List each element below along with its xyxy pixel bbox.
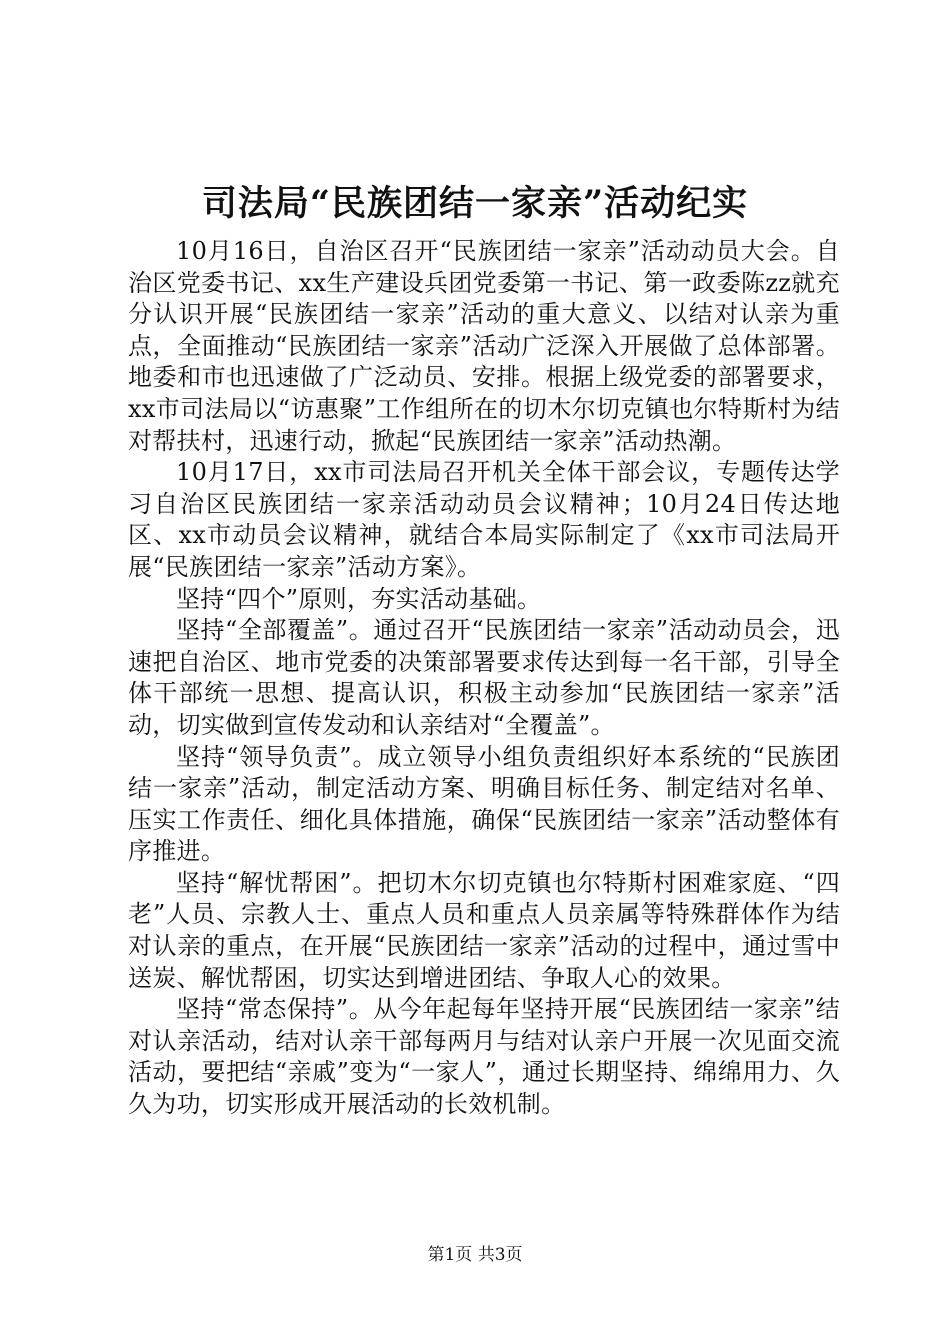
paragraph-1: 10月16日，自治区召开“民族团结一家亲”活动动员大会。自治区党委书记、xx生产建设兵团党委第一书记、第一政委陈zz就充分认识开展“民族团结一家亲”活动的重大意义、以结对认亲为重点，全面推动“民族团结一家亲”活动广泛深入开展做了总体部署。地委和市也迅速做了广泛动员、安排。根据上级党委的部署要求，xx市司法局以“访惠聚”工作组所在的切木尔切克镇也尔特斯村为结对帮扶村，迅速行动，掀起“民族团结一家亲”活动热潮。	[128, 237, 840, 455]
paragraph-7: 坚持“常态保持”。从今年起每年坚持开展“民族团结一家亲”结对认亲活动，结对认亲干部每两月与结对认亲户开展一次见面交流活动，要把结“亲戚”变为“一家人”，通过长期坚持、绵绵用力、久久为功，切实形成开展活动的长效机制。	[128, 995, 840, 1119]
page-footer: 第1页 共3页	[427, 1245, 523, 1265]
paragraph-5: 坚持“领导负责”。成立领导小组负责组织好本系统的“民族团结一家亲”活动，制定活动方案、明确目标任务、制定结对名单、压实工作责任、细化具体措施，确保“民族团结一家亲”活动整体有序推进。	[128, 742, 840, 866]
document-title: 司法局“民族团结一家亲”活动纪实	[201, 183, 749, 224]
paragraph-4: 坚持“全部覆盖”。通过召开“民族团结一家亲”活动动员会，迅速把自治区、地市党委的决策部署要求传达到每一名干部，引导全体干部统一思想、提高认识，积极主动参加“民族团结一家亲”活动，切实做到宣传发动和认亲结对“全覆盖”。	[128, 616, 840, 739]
paragraph-6: 坚持“解忧帮困”。把切木尔切克镇也尔特斯村困难家庭、“四老”人员、宗教人士、重点人员和重点人员亲属等特殊群体作为结对认亲的重点，在开展“民族团结一家亲”活动的过程中，通过雪中送炭、解忧帮困，切实达到增进团结、争取人心的效果。	[128, 868, 840, 992]
paragraph-2: 10月17日，xx市司法局召开机关全体干部会议，专题传达学习自治区民族团结一家亲活动动员会议精神；10月24日传达地区、xx市动员会议精神，就结合本局实际制定了《xx市司法局开展“民族团结一家亲”活动方案》。	[128, 458, 840, 581]
document-body	[128, 236, 840, 1121]
paragraph-3: 坚持“四个”原则，夯实活动基础。	[176, 584, 542, 613]
